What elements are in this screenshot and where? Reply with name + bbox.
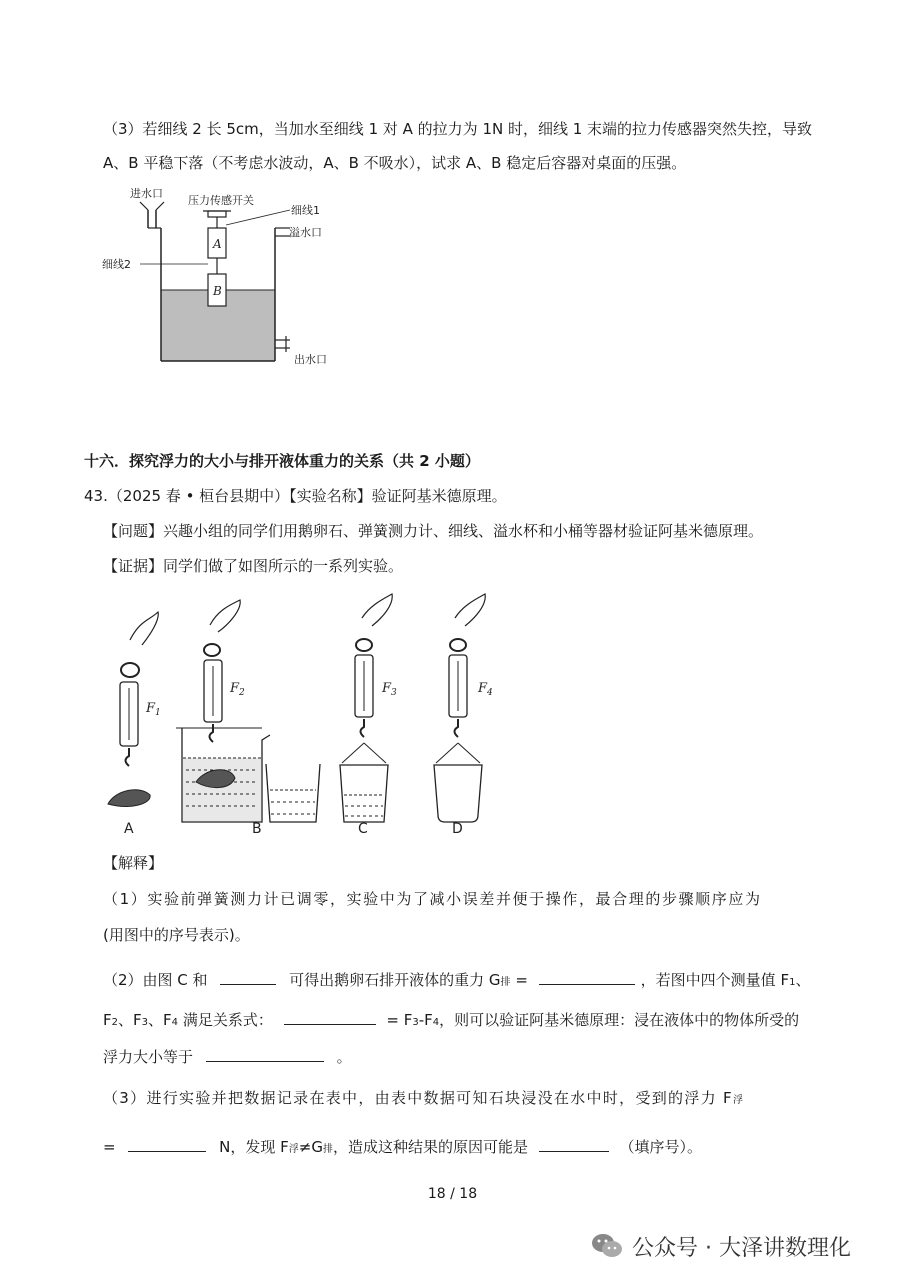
label-a: A: [124, 821, 134, 837]
q43-p2-line3-b: 。: [336, 1048, 352, 1066]
q43-p3-line2-c: ≠G: [298, 1138, 323, 1156]
dash-f: -F: [418, 1011, 433, 1029]
blank-relation[interactable]: [284, 1008, 376, 1025]
section-heading: 十六．探究浮力的大小与排开液体重力的关系（共 2 小题）: [84, 452, 480, 470]
watermark: [590, 1228, 851, 1264]
sensor-switch-label: 压力传感开关: [188, 194, 254, 207]
blank-g-pai[interactable]: [539, 968, 635, 985]
q43-p1-line2: (用图中的序号表示)。: [103, 926, 250, 944]
q43-p3-line2-b: N，发现 F: [219, 1138, 289, 1156]
blank-f-fu[interactable]: [128, 1135, 206, 1152]
force-c: F: [382, 681, 392, 696]
q3-line2: A、B 平稳下落（不考虑水波动，A、B 不吸水），试求 A、B 稳定后容器对桌面的压强。: [103, 154, 687, 172]
q43-p2-d: ，若图中四个测量值 F: [640, 971, 790, 989]
q43-p2-line3-a: 浮力大小等于: [103, 1048, 194, 1066]
setup-b: [176, 600, 320, 837]
q43-p3-line2-d: ，造成这种结果的原因可能是: [332, 1138, 528, 1156]
sub-pai: 排: [500, 977, 511, 988]
container-diagram: [100, 180, 350, 370]
sub-fu: 浮: [732, 1095, 743, 1106]
sub-3: 3: [141, 1017, 149, 1028]
q43-p2-line2-d: ，则可以验证阿基米德原理：浸在液体中的物体所受的: [439, 1011, 800, 1029]
experiment-figure: [100, 590, 500, 840]
sub-pai2: 排: [322, 1144, 333, 1155]
sub-3b: 3: [412, 1017, 419, 1028]
sub-2: 2: [111, 1017, 119, 1028]
q43-p1-line1: （1）实验前弹簧测力计已调零，实验中为了减小误差并便于操作，最合理的步骤顺序应为: [103, 890, 762, 908]
q43-p3-line2: [103, 1135, 702, 1160]
force-d-sub: 4: [487, 688, 493, 698]
q43-p2-line1: [103, 968, 810, 993]
force-b: F: [230, 681, 240, 696]
overflow-label: 溢水口: [289, 226, 322, 239]
q43-p2-line2-b: 满足关系式：: [182, 1011, 273, 1029]
blank-buoyancy[interactable]: [206, 1045, 324, 1062]
q43-p3-line1: [103, 1088, 743, 1111]
force-a-sub: 1: [155, 708, 161, 718]
label-d: D: [452, 821, 463, 837]
label-b: B: [252, 821, 262, 837]
watermark-text: 公众号 · 大泽讲数理化: [632, 1235, 851, 1261]
sub-4: 4: [171, 1017, 179, 1028]
p2-sep2: 、F: [148, 1011, 172, 1029]
sub-4b: 4: [432, 1017, 440, 1028]
outlet-label: 出水口: [294, 353, 327, 366]
force-b-sub: 2: [239, 688, 245, 698]
block-a-label: A: [213, 237, 222, 251]
q43-p2-b: 可得出鹅卵石排开液体的重力 G: [289, 971, 501, 989]
sub-fu2: 浮: [288, 1144, 299, 1155]
blank-reason[interactable]: [539, 1135, 609, 1152]
block-b-label: B: [213, 284, 222, 298]
q43-p3-line2-e: （填序号）。: [619, 1138, 703, 1156]
setup-a: [108, 612, 161, 837]
q43-problem: 【问题】兴趣小组的同学们用鹅卵石、弹簧测力计、细线、溢水杯和小桶等器材验证阿基米德原理。: [103, 522, 764, 540]
wechat-icon: [590, 1231, 624, 1261]
inlet-label: 进水口: [130, 187, 163, 200]
sub-1: 1: [789, 977, 796, 988]
q43-p2-line2: [103, 1008, 799, 1033]
q43-p3-line1-text: （3）进行实验并把数据记录在表中，由表中数据可知石块浸没在水中时，受到的浮力 F: [103, 1089, 733, 1107]
page-number: 18 / 18: [427, 1186, 478, 1202]
force-d: F: [478, 681, 488, 696]
label-c: C: [358, 821, 368, 837]
q43-p2-line2-a: F: [103, 1011, 112, 1029]
p2-sep1: 、F: [118, 1011, 142, 1029]
thread2-label: 细线2: [102, 258, 131, 271]
setup-c: [340, 594, 397, 837]
q43-explain: 【解释】: [103, 854, 164, 872]
q43-p2-line3: [103, 1045, 352, 1067]
thread1-label: 细线1: [291, 204, 320, 217]
q3-line1: （3）若细线 2 长 5cm，当加水至细线 1 对 A 的拉力为 1N 时，细线 1 末端的拉力传感器突然失控，导致: [103, 120, 813, 138]
q43-evidence: 【证据】同学们做了如图所示的一系列实验。: [103, 557, 404, 575]
q43-intro: 43.（2025 春 • 桓台县期中）【实验名称】验证阿基米德原理。: [84, 487, 507, 505]
q43-p2-e: 、: [795, 971, 811, 989]
q43-p2-line2-c: = F: [386, 1011, 413, 1029]
setup-d: [434, 594, 493, 837]
q43-p2-a: （2）由图 C 和: [103, 971, 208, 989]
blank-figure[interactable]: [220, 968, 276, 985]
q43-p3-line2-a: =: [103, 1138, 116, 1156]
force-c-sub: 3: [391, 688, 397, 698]
force-a: F: [146, 701, 156, 716]
q43-p2-c: =: [515, 971, 528, 989]
